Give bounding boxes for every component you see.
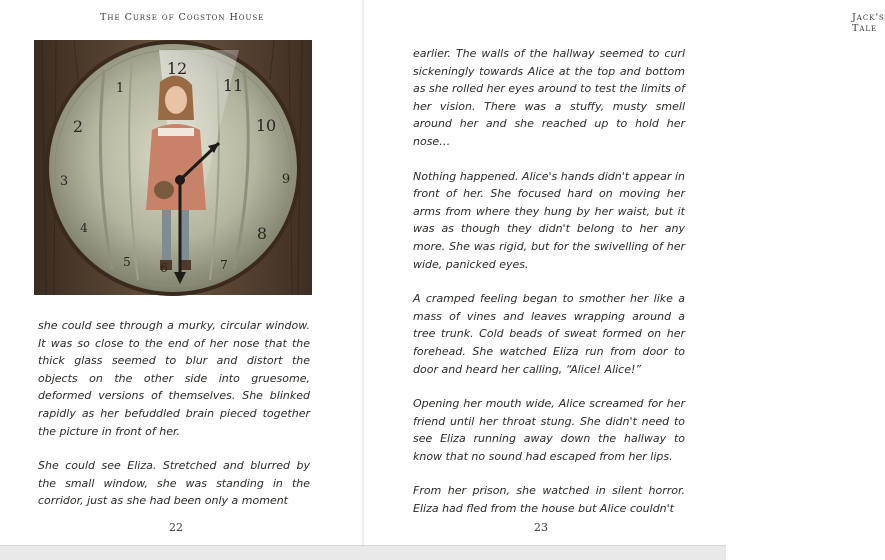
paragraph: Opening her mouth wide, Alice screamed for her friend until her throat stung. She didn't need to see Eliza running away down the hallway to know that no sound had escaped from her lips. — [413, 397, 685, 463]
paragraph: She could see Eliza. Stretched and blurred by the small window, she was standing in the corridor, just as she had been only a moment — [38, 459, 310, 508]
numeral-11: 11 — [222, 76, 244, 95]
numeral-2: 2 — [72, 117, 84, 136]
clock-illustration-svg — [34, 40, 312, 295]
numeral-8: 8 — [256, 224, 268, 243]
numeral-9: 9 — [281, 172, 291, 187]
running-head-left: The Curse of Cogston House — [100, 12, 265, 23]
numeral-5: 5 — [123, 255, 131, 269]
paragraph: A cramped feeling began to smother her like a mass of vines and leaves wrapping around a tree trunk. Cold beads of sweat formed on her forehead. She watched Eliza run from door to door and heard her calling, “Alice! Alice!” — [413, 292, 685, 376]
right-page-text — [413, 45, 685, 535]
numeral-3: 3 — [59, 174, 69, 189]
left-page-text — [38, 317, 310, 527]
viewer-bottom-bar — [0, 545, 726, 560]
page-number-right: 23 — [534, 521, 548, 534]
numeral-1: 1 — [115, 81, 125, 96]
paragraph: she could see through a murky, circular window. It was so close to the end of her nose that the thick glass seemed to blur and distort the objects on the other side into gruesome, deformed versions of themselves. She blinked rapidly as her befuddled brain pieced together the picture in front of her. — [38, 319, 310, 438]
paragraph: earlier. The walls of the hallway seemed to curl sickeningly towards Alice at the top and bottom as she rolled her eyes around to test the limits of her vision. There was a stuffy, musty smell around her and she reached up to hold her nose… — [413, 47, 685, 148]
numeral-10: 10 — [255, 116, 277, 135]
numeral-6: 6 — [160, 261, 168, 275]
clock-illustration — [34, 40, 312, 295]
paragraph: Nothing happened. Alice's hands didn't appear in front of her. She focused hard on moving her arms from where they hung by her waist, but it was as though they didn't belong to her any more. She was rigid, but for the swivelling of her wide, panicked eyes. — [413, 169, 685, 271]
running-head-right: Jack's Tale — [852, 12, 885, 34]
numeral-4: 4 — [80, 221, 88, 235]
paragraph: From her prison, she watched in silent horror. Eliza had fled from the house but Alice couldn't — [413, 484, 685, 516]
numeral-7: 7 — [220, 258, 228, 272]
left-page — [0, 0, 362, 545]
numeral-12: 12 — [166, 59, 188, 78]
page-number-left: 22 — [169, 521, 183, 534]
